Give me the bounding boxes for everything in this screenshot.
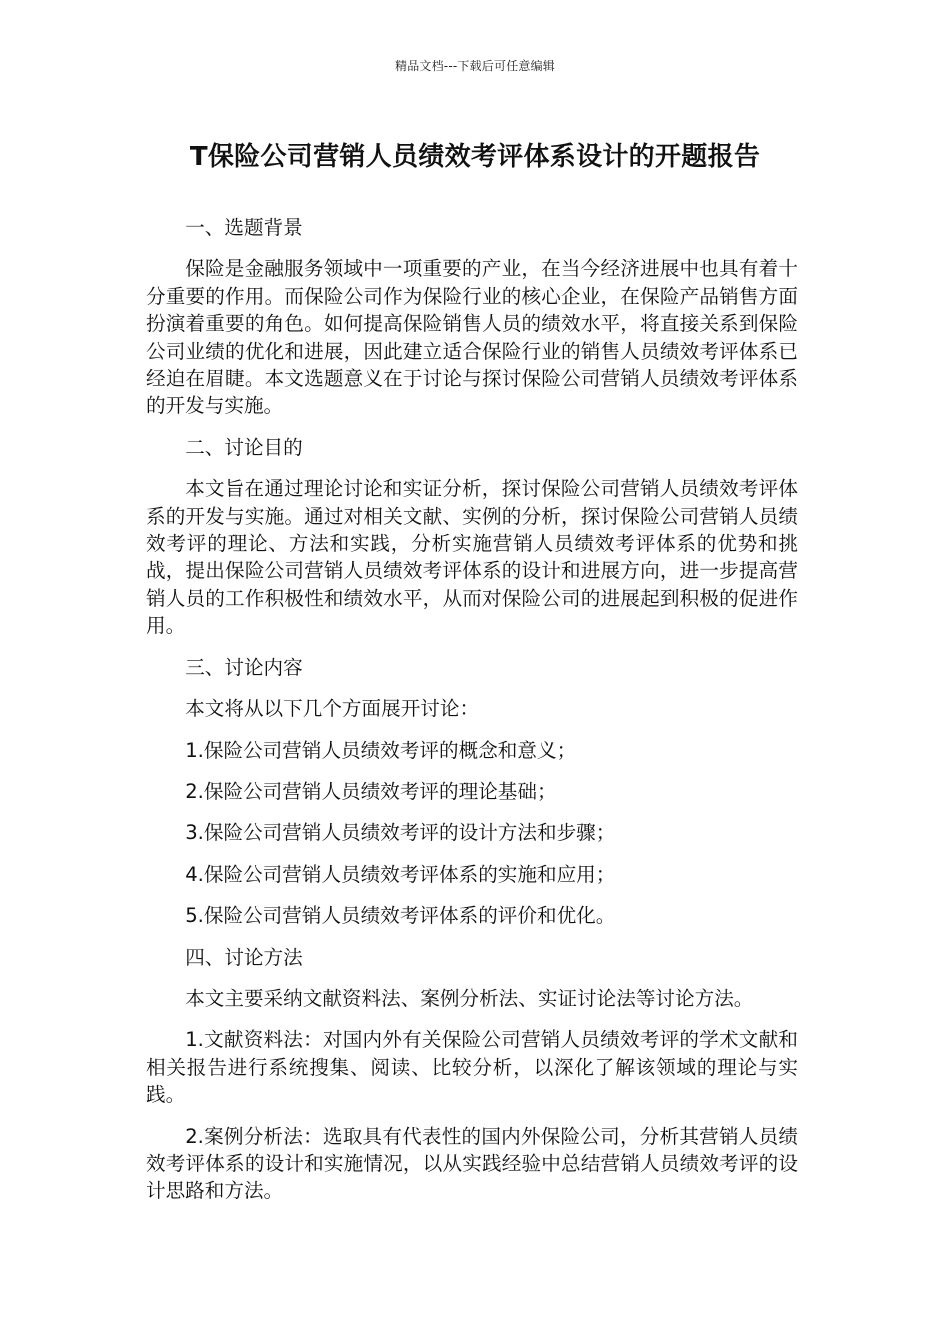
header-note: 精品文档---下载后可任意编辑: [395, 59, 555, 73]
section-heading-method: 四、讨论方法: [185, 945, 303, 969]
list-item-content-1: 1.保险公司营销人员绩效考评的概念和意义；: [185, 738, 577, 762]
section-heading-purpose: 二、讨论目的: [185, 435, 303, 459]
paragraph-purpose: 本文旨在通过理论讨论和实证分析，探讨保险公司营销人员绩效考评体系的开发与实施。通过对相关文献、实例的分析，探讨保险公司营销人员绩效考评的理论、方法和实践，分析实施营销人员绩效考评体系的优势和挑战，提出保险公司营销人员绩效考评体系的设计和进展方向，进一步提高营销人员的工作积极性和绩效水平，从而对保险公司的进展起到积极的促进作用。: [146, 477, 798, 638]
document-body: [146, 214, 798, 1219]
paragraph-background: 保险是金融服务领域中一项重要的产业，在当今经济进展中也具有着十分重要的作用。而保险公司作为保险行业的核心企业，在保险产品销售方面扮演着重要的角色。如何提高保险销售人员的绩效水平，将直接关系到保险公司业绩的优化和进展，因此建立适合保险行业的销售人员绩效考评体系已经迫在眉睫。本文选题意义在于讨论与探讨保险公司营销人员绩效考评体系的开发与实施。: [146, 257, 798, 418]
paragraph-method-intro: 本文主要采纳文献资料法、案例分析法、实证讨论法等讨论方法。: [185, 986, 754, 1010]
paragraph-method-literature: 1.文献资料法：对国内外有关保险公司营销人员绩效考评的学术文献和相关报告进行系统搜集、阅读、比较分析，以深化了解该领域的理论与实践。: [146, 1028, 798, 1107]
section-heading-content: 三、讨论内容: [185, 655, 303, 679]
list-item-content-3: 3.保险公司营销人员绩效考评的设计方法和步骤；: [185, 821, 616, 845]
paragraph-method-case: 2.案例分析法：选取具有代表性的国内外保险公司，分析其营销人员绩效考评体系的设计和实施情况，以从实践经验中总结营销人员绩效考评的设计思路和方法。: [146, 1124, 798, 1203]
list-item-content-4: 4.保险公司营销人员绩效考评体系的实施和应用；: [185, 862, 616, 886]
document-title: T保险公司营销人员绩效考评体系设计的开题报告: [189, 142, 761, 172]
paragraph-content-intro: 本文将从以下几个方面展开讨论：: [185, 697, 480, 721]
section-heading-background: 一、选题背景: [185, 216, 303, 239]
list-item-content-5: 5.保险公司营销人员绩效考评体系的评价和优化。: [185, 904, 616, 928]
list-item-content-2: 2.保险公司营销人员绩效考评的理论基础；: [185, 779, 557, 803]
